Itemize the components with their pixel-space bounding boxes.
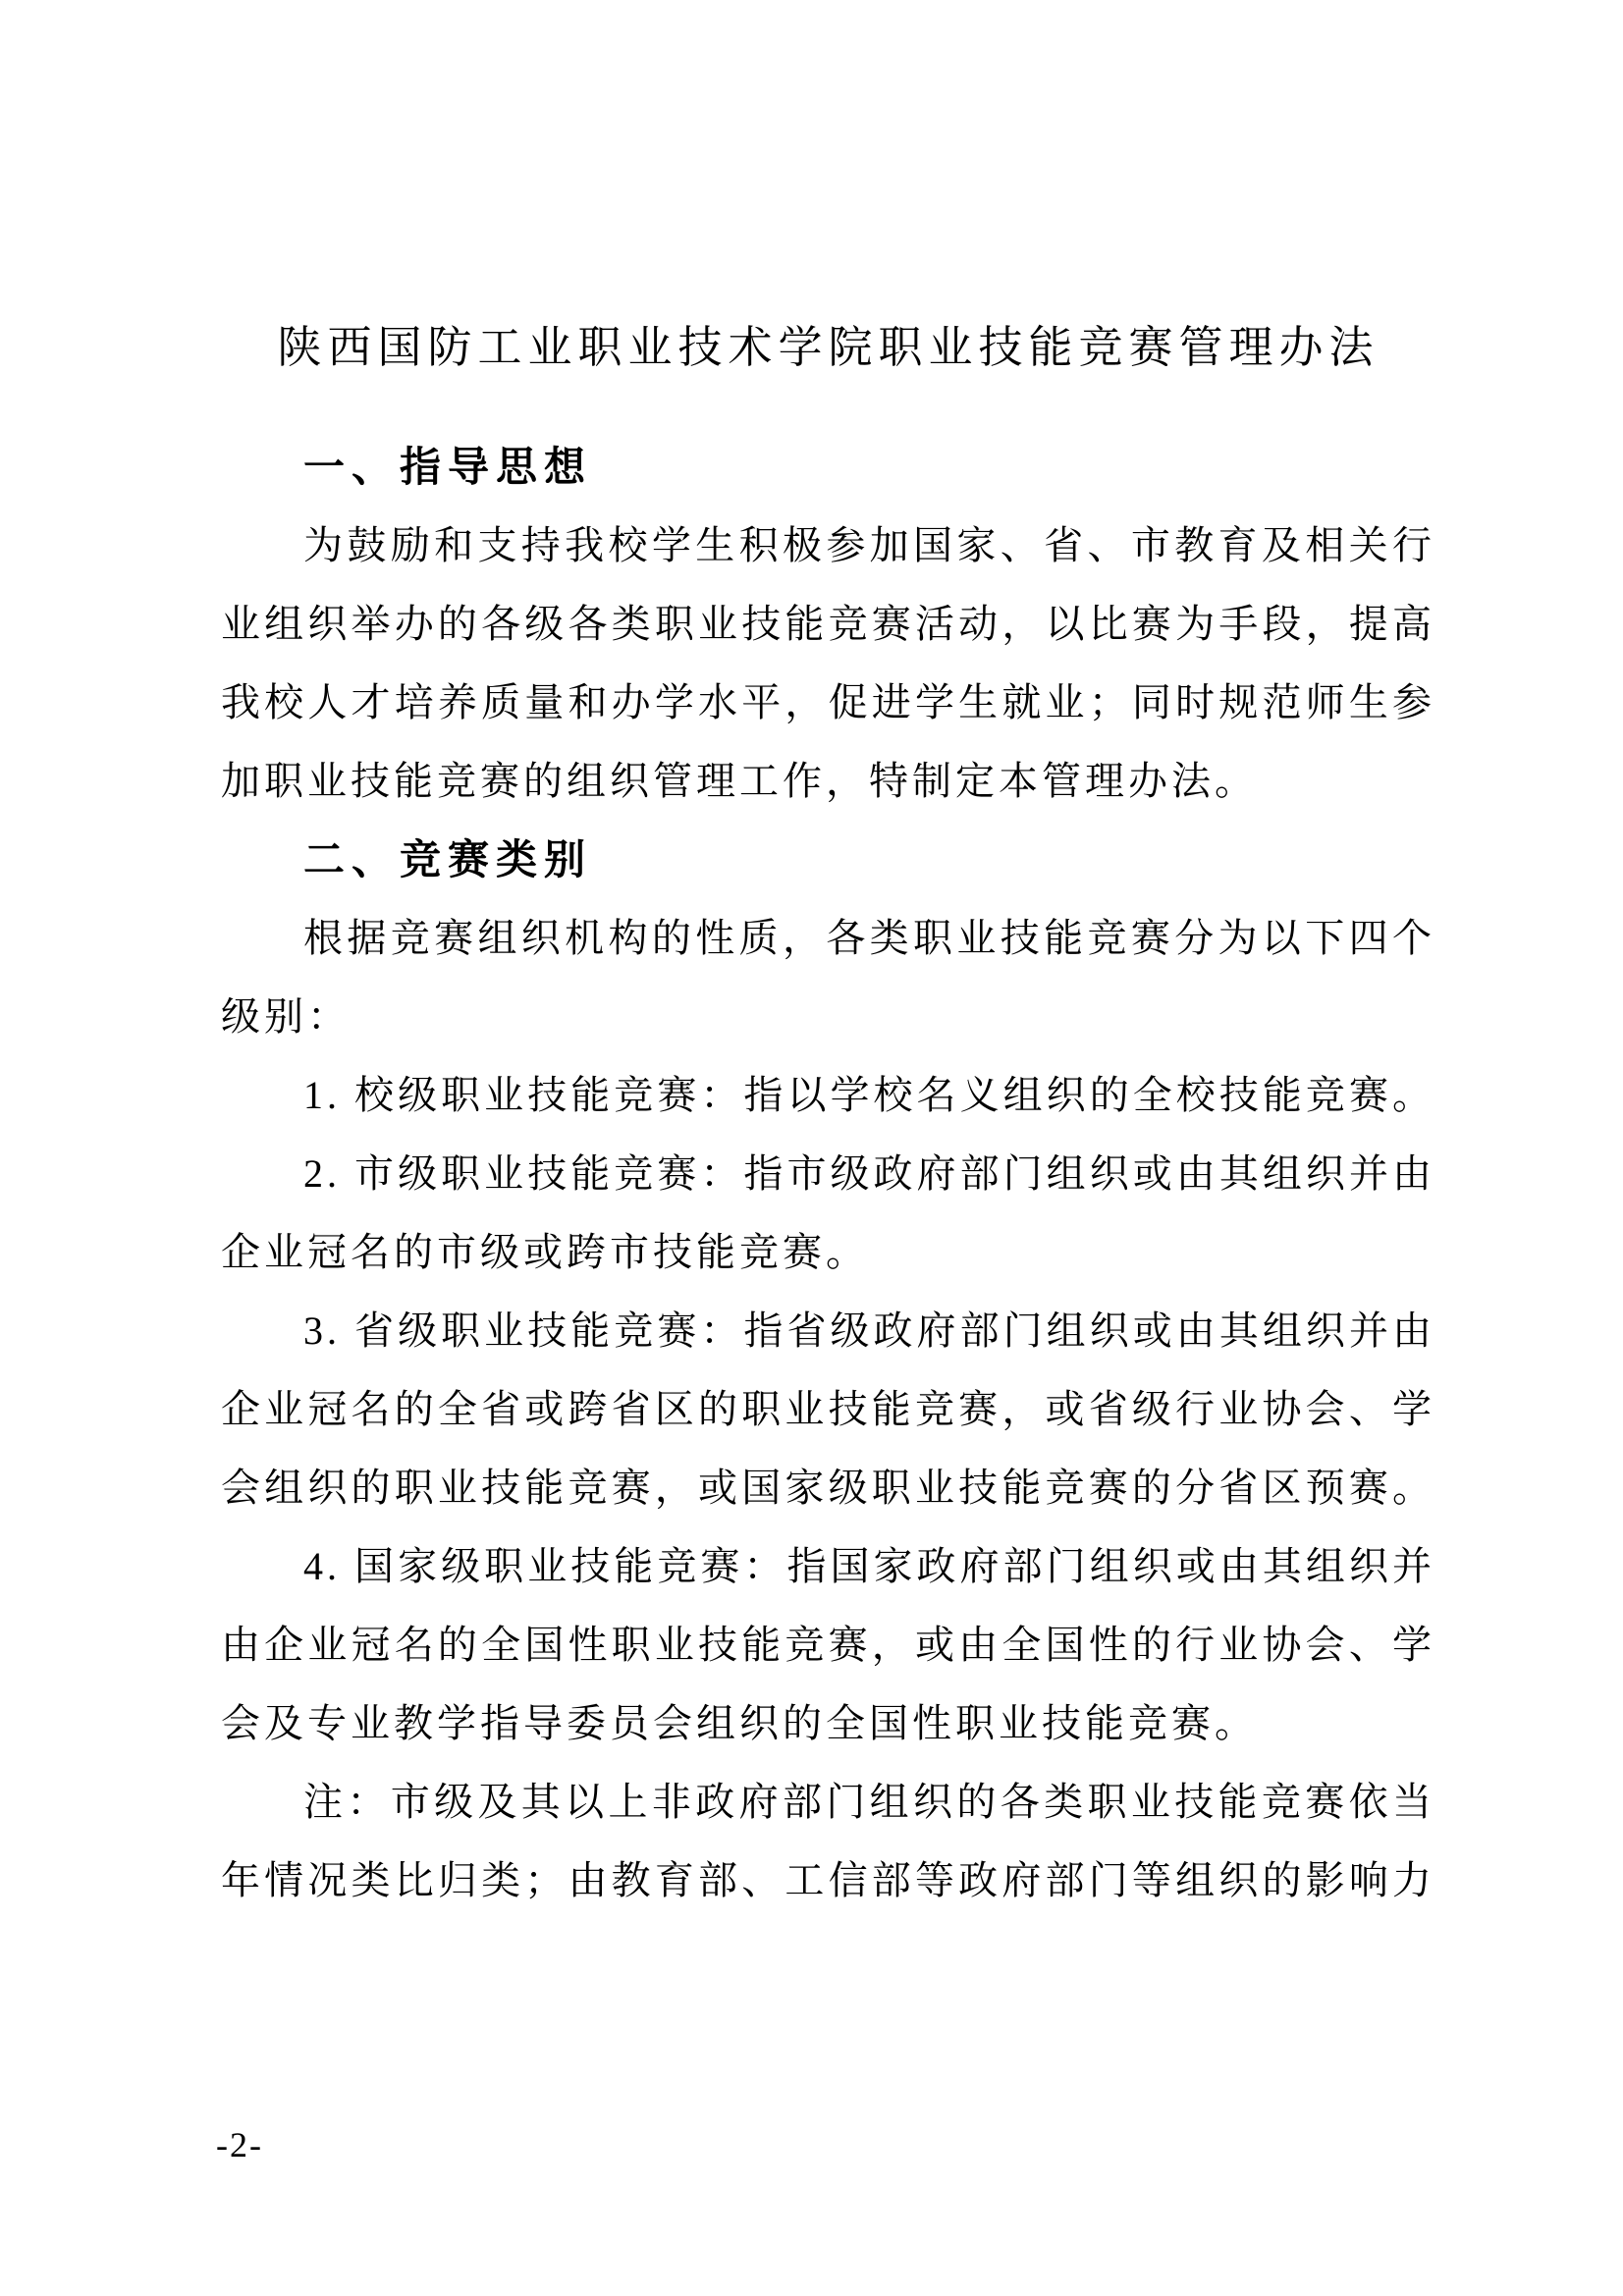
- text-line: 业组织举办的各级各类职业技能竞赛活动，以比赛为手段，提高: [221, 602, 1435, 646]
- text-line: 4. 国家级职业技能竞赛：指国家政府部门组织或由其组织并: [303, 1544, 1435, 1588]
- text-line: 加职业技能竞赛的组织管理工作，特制定本管理办法。: [221, 759, 1258, 803]
- text-line: 企业冠名的市级或跨市技能竞赛。: [221, 1230, 869, 1274]
- document-title: 陕西国防工业职业技术学院职业技能竞赛管理办法: [277, 323, 1380, 372]
- text-line: 为鼓励和支持我校学生积极参加国家、省、市教育及相关行: [303, 523, 1435, 567]
- text-line: 3. 省级职业技能竞赛：指省级政府部门组织或由其组织并由: [303, 1308, 1435, 1353]
- text-line: 我校人才培养质量和办学水平，促进学生就业；同时规范师生参: [221, 680, 1435, 724]
- text-line: 根据竞赛组织机构的性质，各类职业技能竞赛分为以下四个: [303, 916, 1435, 960]
- text-line: 1. 校级职业技能竞赛：指以学校名义组织的全校技能竞赛。: [303, 1073, 1435, 1117]
- text-line: 会及专业教学指导委员会组织的全国性职业技能竞赛。: [221, 1701, 1258, 1745]
- document-content: [221, 308, 1435, 1920]
- text-line: 注：市级及其以上非政府部门组织的各类职业技能竞赛依当: [303, 1780, 1435, 1824]
- document-lines: [221, 428, 1435, 1920]
- page-number: -2-: [216, 2125, 263, 2164]
- text-line: 由企业冠名的全国性职业技能竞赛，或由全国性的行业协会、学: [221, 1623, 1435, 1667]
- text-line: 会组织的职业技能竞赛，或国家级职业技能竞赛的分省区预赛。: [221, 1466, 1435, 1510]
- section-heading: 二、竞赛类别: [303, 836, 593, 882]
- text-line: 2. 市级职业技能竞赛：指市级政府部门组织或由其组织并由: [303, 1151, 1435, 1196]
- text-line: 年情况类比归类；由教育部、工信部等政府部门等组织的影响力: [221, 1858, 1435, 1902]
- section-heading: 一、指导思想: [303, 444, 593, 490]
- text-line: 企业冠名的全省或跨省区的职业技能竞赛，或省级行业协会、学: [221, 1387, 1435, 1431]
- text-line: 级别：: [221, 994, 351, 1039]
